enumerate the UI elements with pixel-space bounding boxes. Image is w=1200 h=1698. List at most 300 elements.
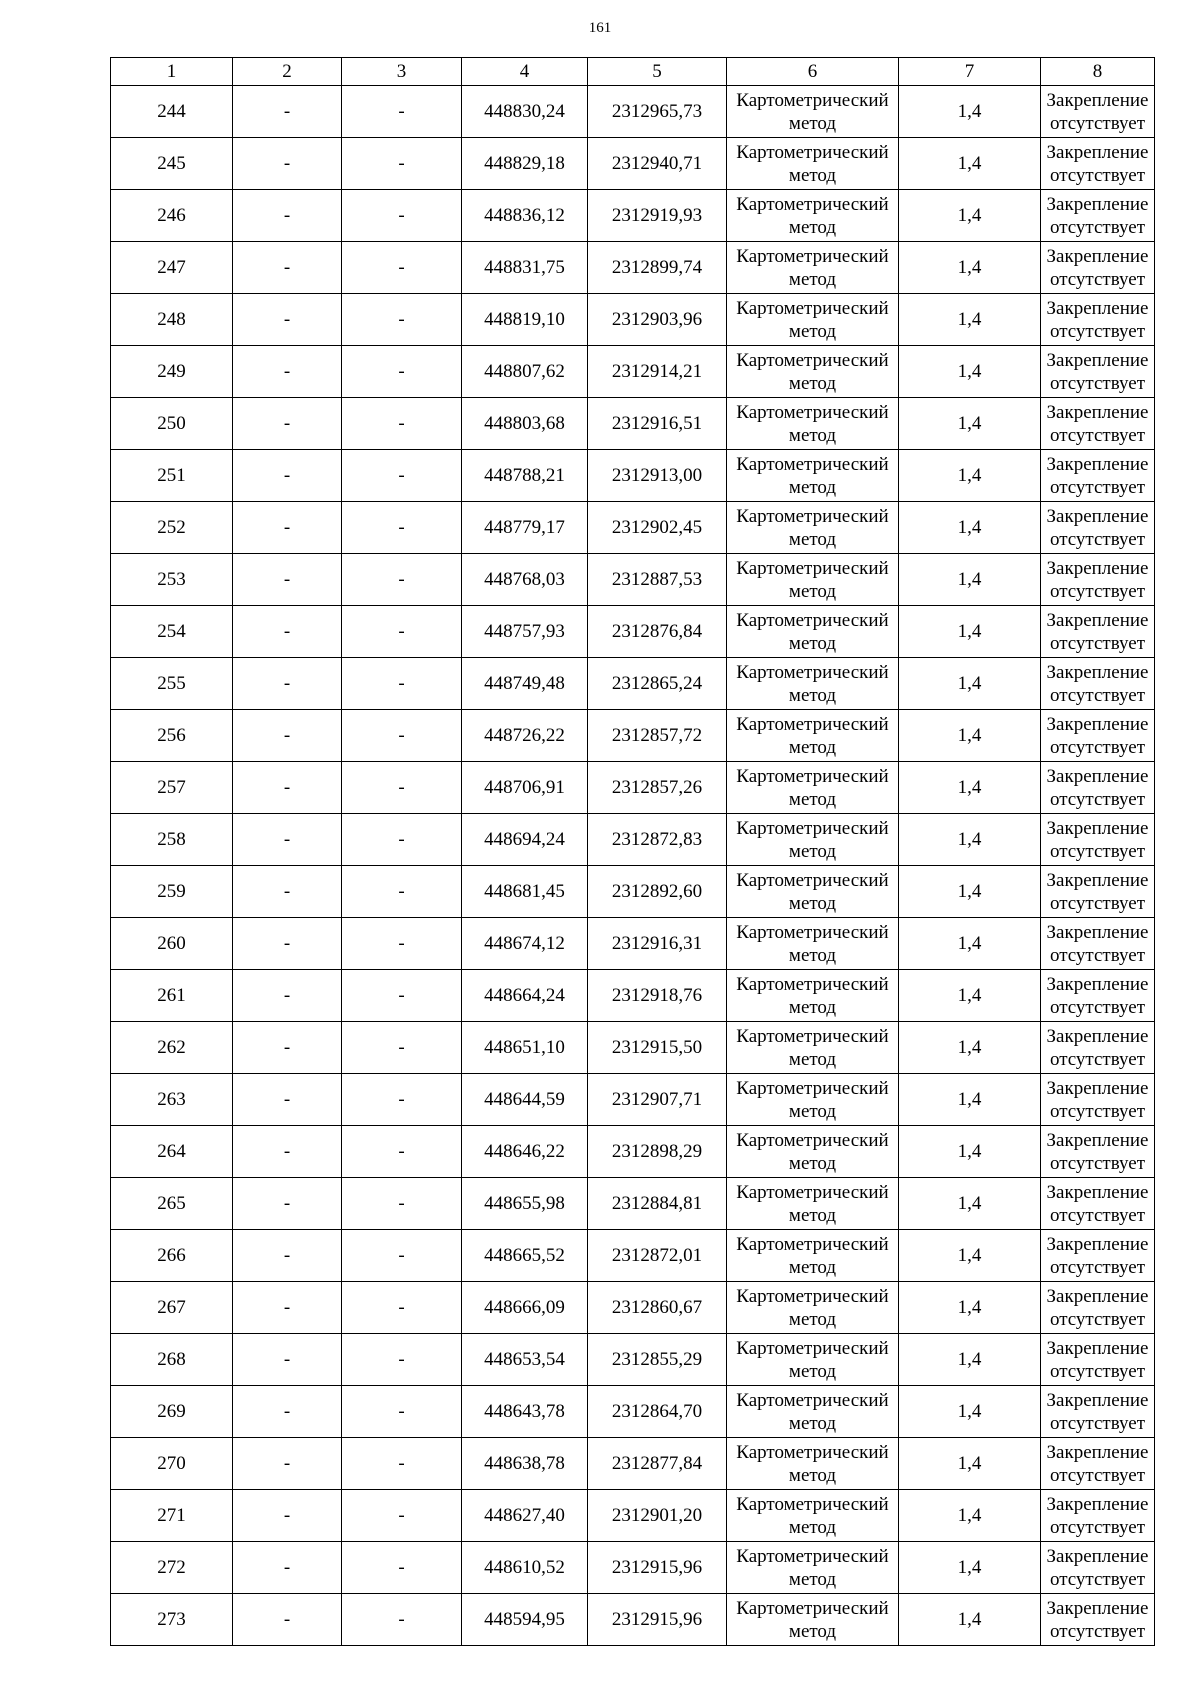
fixation-cell-line: отсутствует bbox=[1049, 1568, 1146, 1590]
accuracy-cell: 1,4 bbox=[899, 710, 1041, 762]
method-cell-line: Картометрический bbox=[736, 1129, 889, 1151]
fixation-cell bbox=[1041, 1542, 1155, 1594]
column-2-cell: - bbox=[233, 450, 342, 502]
method-cell-line: Картометрический bbox=[736, 1233, 889, 1255]
y-coordinate-cell: 2312965,73 bbox=[588, 86, 727, 138]
fixation-cell-line: отсутствует bbox=[1049, 1464, 1146, 1486]
fixation-cell-line: отсутствует bbox=[1049, 840, 1146, 862]
column-3-cell: - bbox=[342, 658, 462, 710]
method-cell-line: метод bbox=[788, 1100, 837, 1122]
x-coordinate-cell: 448779,17 bbox=[462, 502, 588, 554]
fixation-cell bbox=[1041, 658, 1155, 710]
point-number-cell: 247 bbox=[111, 242, 233, 294]
accuracy-cell: 1,4 bbox=[899, 1334, 1041, 1386]
method-cell-line: метод bbox=[788, 840, 837, 862]
method-cell bbox=[727, 606, 899, 658]
fixation-cell-line: Закрепление bbox=[1046, 1597, 1149, 1619]
method-cell bbox=[727, 762, 899, 814]
accuracy-cell: 1,4 bbox=[899, 658, 1041, 710]
method-cell-line: Картометрический bbox=[736, 1389, 889, 1411]
x-coordinate-cell: 448829,18 bbox=[462, 138, 588, 190]
column-2-cell: - bbox=[233, 762, 342, 814]
method-cell-line: Картометрический bbox=[736, 349, 889, 371]
point-number-cell: 246 bbox=[111, 190, 233, 242]
method-cell-line: Картометрический bbox=[736, 401, 889, 423]
accuracy-cell: 1,4 bbox=[899, 1386, 1041, 1438]
column-2-cell: - bbox=[233, 1594, 342, 1646]
method-cell-line: Картометрический bbox=[736, 297, 889, 319]
method-cell-line: Картометрический bbox=[736, 1181, 889, 1203]
point-number-cell: 250 bbox=[111, 398, 233, 450]
method-cell-line: метод bbox=[788, 1620, 837, 1642]
method-cell-line: Картометрический bbox=[736, 973, 889, 995]
method-cell bbox=[727, 294, 899, 346]
fixation-cell-line: отсутствует bbox=[1049, 320, 1146, 342]
method-cell-line: Картометрический bbox=[736, 1545, 889, 1567]
column-3-cell: - bbox=[342, 1334, 462, 1386]
fixation-cell-line: Закрепление bbox=[1046, 765, 1149, 787]
column-3-cell: - bbox=[342, 918, 462, 970]
y-coordinate-cell: 2312940,71 bbox=[588, 138, 727, 190]
fixation-cell-line: Закрепление bbox=[1046, 1129, 1149, 1151]
method-cell bbox=[727, 346, 899, 398]
fixation-cell-line: отсутствует bbox=[1049, 944, 1146, 966]
column-header: 8 bbox=[1041, 58, 1155, 86]
fixation-cell-line: Закрепление bbox=[1046, 557, 1149, 579]
fixation-cell bbox=[1041, 1230, 1155, 1282]
method-cell-line: Картометрический bbox=[736, 869, 889, 891]
fixation-cell-line: отсутствует bbox=[1049, 996, 1146, 1018]
fixation-cell-line: Закрепление bbox=[1046, 505, 1149, 527]
column-2-cell: - bbox=[233, 866, 342, 918]
column-3-cell: - bbox=[342, 450, 462, 502]
x-coordinate-cell: 448803,68 bbox=[462, 398, 588, 450]
table-row bbox=[111, 1282, 1155, 1334]
accuracy-cell: 1,4 bbox=[899, 1594, 1041, 1646]
accuracy-cell: 1,4 bbox=[899, 1438, 1041, 1490]
accuracy-cell: 1,4 bbox=[899, 1282, 1041, 1334]
fixation-cell-line: отсутствует bbox=[1049, 268, 1146, 290]
column-3-cell: - bbox=[342, 502, 462, 554]
column-3-cell: - bbox=[342, 1282, 462, 1334]
fixation-cell-line: отсутствует bbox=[1049, 1204, 1146, 1226]
fixation-cell bbox=[1041, 918, 1155, 970]
y-coordinate-cell: 2312914,21 bbox=[588, 346, 727, 398]
fixation-cell-line: Закрепление bbox=[1046, 141, 1149, 163]
fixation-cell-line: Закрепление bbox=[1046, 817, 1149, 839]
x-coordinate-cell: 448831,75 bbox=[462, 242, 588, 294]
fixation-cell-line: Закрепление bbox=[1046, 1181, 1149, 1203]
column-3-cell: - bbox=[342, 1386, 462, 1438]
fixation-cell-line: Закрепление bbox=[1046, 609, 1149, 631]
method-cell-line: Картометрический bbox=[736, 1285, 889, 1307]
accuracy-cell: 1,4 bbox=[899, 1490, 1041, 1542]
table-row bbox=[111, 1022, 1155, 1074]
fixation-cell-line: отсутствует bbox=[1049, 1620, 1146, 1642]
point-number-cell: 259 bbox=[111, 866, 233, 918]
x-coordinate-cell: 448638,78 bbox=[462, 1438, 588, 1490]
accuracy-cell: 1,4 bbox=[899, 762, 1041, 814]
point-number-cell: 255 bbox=[111, 658, 233, 710]
column-3-cell: - bbox=[342, 1542, 462, 1594]
fixation-cell bbox=[1041, 502, 1155, 554]
column-3-cell: - bbox=[342, 190, 462, 242]
fixation-cell-line: отсутствует bbox=[1049, 216, 1146, 238]
method-cell bbox=[727, 1230, 899, 1282]
column-header: 4 bbox=[462, 58, 588, 86]
x-coordinate-cell: 448706,91 bbox=[462, 762, 588, 814]
method-cell-line: метод bbox=[788, 1308, 837, 1330]
column-2-cell: - bbox=[233, 970, 342, 1022]
method-cell bbox=[727, 1594, 899, 1646]
fixation-cell-line: Закрепление bbox=[1046, 661, 1149, 683]
x-coordinate-cell: 448664,24 bbox=[462, 970, 588, 1022]
fixation-cell-line: Закрепление bbox=[1046, 973, 1149, 995]
y-coordinate-cell: 2312903,96 bbox=[588, 294, 727, 346]
method-cell-line: метод bbox=[788, 216, 837, 238]
table-row bbox=[111, 1074, 1155, 1126]
column-2-cell: - bbox=[233, 86, 342, 138]
point-number-cell: 263 bbox=[111, 1074, 233, 1126]
fixation-cell-line: отсутствует bbox=[1049, 580, 1146, 602]
column-2-cell: - bbox=[233, 658, 342, 710]
fixation-cell bbox=[1041, 86, 1155, 138]
column-header: 3 bbox=[342, 58, 462, 86]
table-row bbox=[111, 138, 1155, 190]
fixation-cell bbox=[1041, 294, 1155, 346]
point-number-cell: 264 bbox=[111, 1126, 233, 1178]
y-coordinate-cell: 2312899,74 bbox=[588, 242, 727, 294]
x-coordinate-cell: 448749,48 bbox=[462, 658, 588, 710]
header-row bbox=[111, 58, 1155, 86]
method-cell-line: метод bbox=[788, 944, 837, 966]
column-2-cell: - bbox=[233, 1542, 342, 1594]
y-coordinate-cell: 2312855,29 bbox=[588, 1334, 727, 1386]
method-cell-line: метод bbox=[788, 476, 837, 498]
fixation-cell-line: отсутствует bbox=[1049, 372, 1146, 394]
method-cell-line: метод bbox=[788, 268, 837, 290]
point-number-cell: 244 bbox=[111, 86, 233, 138]
column-2-cell: - bbox=[233, 1230, 342, 1282]
y-coordinate-cell: 2312857,26 bbox=[588, 762, 727, 814]
accuracy-cell: 1,4 bbox=[899, 1542, 1041, 1594]
fixation-cell-line: Закрепление bbox=[1046, 713, 1149, 735]
column-3-cell: - bbox=[342, 1490, 462, 1542]
fixation-cell-line: Закрепление bbox=[1046, 401, 1149, 423]
fixation-cell bbox=[1041, 710, 1155, 762]
column-3-cell: - bbox=[342, 710, 462, 762]
x-coordinate-cell: 448627,40 bbox=[462, 1490, 588, 1542]
fixation-cell bbox=[1041, 866, 1155, 918]
point-number-cell: 270 bbox=[111, 1438, 233, 1490]
point-number-cell: 251 bbox=[111, 450, 233, 502]
method-cell bbox=[727, 1386, 899, 1438]
table-row bbox=[111, 970, 1155, 1022]
column-3-cell: - bbox=[342, 242, 462, 294]
fixation-cell-line: Закрепление bbox=[1046, 1077, 1149, 1099]
column-3-cell: - bbox=[342, 346, 462, 398]
point-number-cell: 261 bbox=[111, 970, 233, 1022]
fixation-cell-line: Закрепление bbox=[1046, 1389, 1149, 1411]
column-2-cell: - bbox=[233, 606, 342, 658]
page-number: 161 bbox=[588, 20, 612, 36]
point-number-cell: 266 bbox=[111, 1230, 233, 1282]
x-coordinate-cell: 448768,03 bbox=[462, 554, 588, 606]
y-coordinate-cell: 2312916,51 bbox=[588, 398, 727, 450]
method-cell bbox=[727, 814, 899, 866]
method-cell-line: Картометрический bbox=[736, 713, 889, 735]
column-2-cell: - bbox=[233, 814, 342, 866]
fixation-cell-line: Закрепление bbox=[1046, 193, 1149, 215]
method-cell-line: метод bbox=[788, 1360, 837, 1382]
fixation-cell-line: Закрепление bbox=[1046, 349, 1149, 371]
table-row bbox=[111, 1386, 1155, 1438]
column-3-cell: - bbox=[342, 1438, 462, 1490]
table-row bbox=[111, 658, 1155, 710]
column-3-cell: - bbox=[342, 1594, 462, 1646]
fixation-cell-line: отсутствует bbox=[1049, 1100, 1146, 1122]
table-row bbox=[111, 1230, 1155, 1282]
method-cell bbox=[727, 1282, 899, 1334]
fixation-cell-line: Закрепление bbox=[1046, 297, 1149, 319]
y-coordinate-cell: 2312872,83 bbox=[588, 814, 727, 866]
method-cell-line: метод bbox=[788, 788, 837, 810]
method-cell bbox=[727, 866, 899, 918]
x-coordinate-cell: 448594,95 bbox=[462, 1594, 588, 1646]
method-cell-line: метод bbox=[788, 320, 837, 342]
y-coordinate-cell: 2312877,84 bbox=[588, 1438, 727, 1490]
method-cell-line: Картометрический bbox=[736, 661, 889, 683]
table-row bbox=[111, 502, 1155, 554]
method-cell-line: Картометрический bbox=[736, 1337, 889, 1359]
x-coordinate-cell: 448666,09 bbox=[462, 1282, 588, 1334]
method-cell-line: метод bbox=[788, 164, 837, 186]
method-cell-line: Картометрический bbox=[736, 89, 889, 111]
accuracy-cell: 1,4 bbox=[899, 1074, 1041, 1126]
y-coordinate-cell: 2312915,96 bbox=[588, 1594, 727, 1646]
method-cell-line: метод bbox=[788, 1516, 837, 1538]
fixation-cell-line: Закрепление bbox=[1046, 1233, 1149, 1255]
accuracy-cell: 1,4 bbox=[899, 398, 1041, 450]
accuracy-cell: 1,4 bbox=[899, 450, 1041, 502]
fixation-cell-line: Закрепление bbox=[1046, 1545, 1149, 1567]
column-3-cell: - bbox=[342, 762, 462, 814]
fixation-cell bbox=[1041, 138, 1155, 190]
fixation-cell bbox=[1041, 814, 1155, 866]
accuracy-cell: 1,4 bbox=[899, 1230, 1041, 1282]
accuracy-cell: 1,4 bbox=[899, 866, 1041, 918]
column-2-cell: - bbox=[233, 918, 342, 970]
fixation-cell-line: Закрепление bbox=[1046, 245, 1149, 267]
x-coordinate-cell: 448674,12 bbox=[462, 918, 588, 970]
method-cell-line: метод bbox=[788, 684, 837, 706]
fixation-cell bbox=[1041, 1594, 1155, 1646]
accuracy-cell: 1,4 bbox=[899, 294, 1041, 346]
y-coordinate-cell: 2312876,84 bbox=[588, 606, 727, 658]
method-cell-line: метод bbox=[788, 632, 837, 654]
accuracy-cell: 1,4 bbox=[899, 554, 1041, 606]
table-row bbox=[111, 606, 1155, 658]
column-3-cell: - bbox=[342, 814, 462, 866]
column-2-cell: - bbox=[233, 1438, 342, 1490]
column-3-cell: - bbox=[342, 970, 462, 1022]
point-number-cell: 253 bbox=[111, 554, 233, 606]
column-3-cell: - bbox=[342, 1022, 462, 1074]
fixation-cell-line: отсутствует bbox=[1049, 164, 1146, 186]
column-2-cell: - bbox=[233, 1490, 342, 1542]
column-3-cell: - bbox=[342, 1178, 462, 1230]
method-cell bbox=[727, 1126, 899, 1178]
fixation-cell-line: отсутствует bbox=[1049, 1412, 1146, 1434]
point-number-cell: 258 bbox=[111, 814, 233, 866]
table-row bbox=[111, 398, 1155, 450]
table-row bbox=[111, 1594, 1155, 1646]
fixation-cell bbox=[1041, 1490, 1155, 1542]
point-number-cell: 252 bbox=[111, 502, 233, 554]
column-2-cell: - bbox=[233, 1386, 342, 1438]
table-body bbox=[111, 86, 1155, 1646]
method-cell-line: Картометрический bbox=[736, 921, 889, 943]
x-coordinate-cell: 448643,78 bbox=[462, 1386, 588, 1438]
column-2-cell: - bbox=[233, 502, 342, 554]
y-coordinate-cell: 2312907,71 bbox=[588, 1074, 727, 1126]
fixation-cell bbox=[1041, 398, 1155, 450]
point-number-cell: 256 bbox=[111, 710, 233, 762]
column-header: 2 bbox=[233, 58, 342, 86]
fixation-cell-line: Закрепление bbox=[1046, 89, 1149, 111]
table-row bbox=[111, 1126, 1155, 1178]
fixation-cell bbox=[1041, 346, 1155, 398]
column-3-cell: - bbox=[342, 606, 462, 658]
method-cell bbox=[727, 1178, 899, 1230]
method-cell-line: Картометрический bbox=[736, 817, 889, 839]
point-number-cell: 265 bbox=[111, 1178, 233, 1230]
point-number-cell: 248 bbox=[111, 294, 233, 346]
fixation-cell-line: отсутствует bbox=[1049, 1152, 1146, 1174]
fixation-cell-line: Закрепление bbox=[1046, 1441, 1149, 1463]
accuracy-cell: 1,4 bbox=[899, 970, 1041, 1022]
method-cell bbox=[727, 1438, 899, 1490]
method-cell bbox=[727, 1542, 899, 1594]
table-row bbox=[111, 346, 1155, 398]
fixation-cell bbox=[1041, 1074, 1155, 1126]
method-cell bbox=[727, 1490, 899, 1542]
method-cell bbox=[727, 138, 899, 190]
y-coordinate-cell: 2312915,96 bbox=[588, 1542, 727, 1594]
point-number-cell: 268 bbox=[111, 1334, 233, 1386]
column-2-cell: - bbox=[233, 242, 342, 294]
method-cell-line: метод bbox=[788, 1256, 837, 1278]
method-cell-line: метод bbox=[788, 1048, 837, 1070]
method-cell-line: метод bbox=[788, 1204, 837, 1226]
accuracy-cell: 1,4 bbox=[899, 1178, 1041, 1230]
column-3-cell: - bbox=[342, 1126, 462, 1178]
column-header: 1 bbox=[111, 58, 233, 86]
method-cell-line: метод bbox=[788, 736, 837, 758]
table-row bbox=[111, 1490, 1155, 1542]
fixation-cell-line: отсутствует bbox=[1049, 1256, 1146, 1278]
table-row bbox=[111, 190, 1155, 242]
x-coordinate-cell: 448681,45 bbox=[462, 866, 588, 918]
y-coordinate-cell: 2312916,31 bbox=[588, 918, 727, 970]
x-coordinate-cell: 448807,62 bbox=[462, 346, 588, 398]
method-cell-line: Картометрический bbox=[736, 193, 889, 215]
y-coordinate-cell: 2312864,70 bbox=[588, 1386, 727, 1438]
column-2-cell: - bbox=[233, 1334, 342, 1386]
table-row bbox=[111, 1438, 1155, 1490]
y-coordinate-cell: 2312902,45 bbox=[588, 502, 727, 554]
y-coordinate-cell: 2312857,72 bbox=[588, 710, 727, 762]
column-2-cell: - bbox=[233, 1178, 342, 1230]
x-coordinate-cell: 448788,21 bbox=[462, 450, 588, 502]
fixation-cell-line: отсутствует bbox=[1049, 476, 1146, 498]
fixation-cell-line: отсутствует bbox=[1049, 1048, 1146, 1070]
table-row bbox=[111, 866, 1155, 918]
fixation-cell-line: отсутствует bbox=[1049, 1516, 1146, 1538]
accuracy-cell: 1,4 bbox=[899, 606, 1041, 658]
fixation-cell bbox=[1041, 1334, 1155, 1386]
x-coordinate-cell: 448830,24 bbox=[462, 86, 588, 138]
method-cell-line: Картометрический bbox=[736, 1597, 889, 1619]
fixation-cell-line: отсутствует bbox=[1049, 788, 1146, 810]
point-number-cell: 260 bbox=[111, 918, 233, 970]
fixation-cell bbox=[1041, 1178, 1155, 1230]
table-row bbox=[111, 814, 1155, 866]
point-number-cell: 257 bbox=[111, 762, 233, 814]
x-coordinate-cell: 448651,10 bbox=[462, 1022, 588, 1074]
method-cell-line: Картометрический bbox=[736, 1493, 889, 1515]
table-row bbox=[111, 294, 1155, 346]
fixation-cell bbox=[1041, 242, 1155, 294]
fixation-cell-line: отсутствует bbox=[1049, 112, 1146, 134]
fixation-cell bbox=[1041, 1022, 1155, 1074]
fixation-cell bbox=[1041, 1438, 1155, 1490]
fixation-cell bbox=[1041, 1126, 1155, 1178]
point-number-cell: 273 bbox=[111, 1594, 233, 1646]
column-2-cell: - bbox=[233, 1282, 342, 1334]
method-cell bbox=[727, 242, 899, 294]
fixation-cell bbox=[1041, 1386, 1155, 1438]
column-2-cell: - bbox=[233, 1126, 342, 1178]
accuracy-cell: 1,4 bbox=[899, 918, 1041, 970]
fixation-cell bbox=[1041, 762, 1155, 814]
column-3-cell: - bbox=[342, 1230, 462, 1282]
table-row bbox=[111, 450, 1155, 502]
table-row bbox=[111, 710, 1155, 762]
fixation-cell-line: Закрепление bbox=[1046, 1337, 1149, 1359]
fixation-cell-line: отсутствует bbox=[1049, 424, 1146, 446]
column-3-cell: - bbox=[342, 554, 462, 606]
method-cell bbox=[727, 1022, 899, 1074]
column-3-cell: - bbox=[342, 294, 462, 346]
method-cell-line: Картометрический bbox=[736, 1077, 889, 1099]
x-coordinate-cell: 448819,10 bbox=[462, 294, 588, 346]
method-cell bbox=[727, 398, 899, 450]
fixation-cell-line: отсутствует bbox=[1049, 1308, 1146, 1330]
method-cell-line: Картометрический bbox=[736, 505, 889, 527]
method-cell bbox=[727, 502, 899, 554]
x-coordinate-cell: 448757,93 bbox=[462, 606, 588, 658]
column-3-cell: - bbox=[342, 398, 462, 450]
table-row bbox=[111, 554, 1155, 606]
method-cell-line: Картометрический bbox=[736, 245, 889, 267]
column-3-cell: - bbox=[342, 138, 462, 190]
table-row bbox=[111, 242, 1155, 294]
method-cell-line: метод bbox=[788, 1464, 837, 1486]
accuracy-cell: 1,4 bbox=[899, 814, 1041, 866]
table-row bbox=[111, 1178, 1155, 1230]
accuracy-cell: 1,4 bbox=[899, 346, 1041, 398]
